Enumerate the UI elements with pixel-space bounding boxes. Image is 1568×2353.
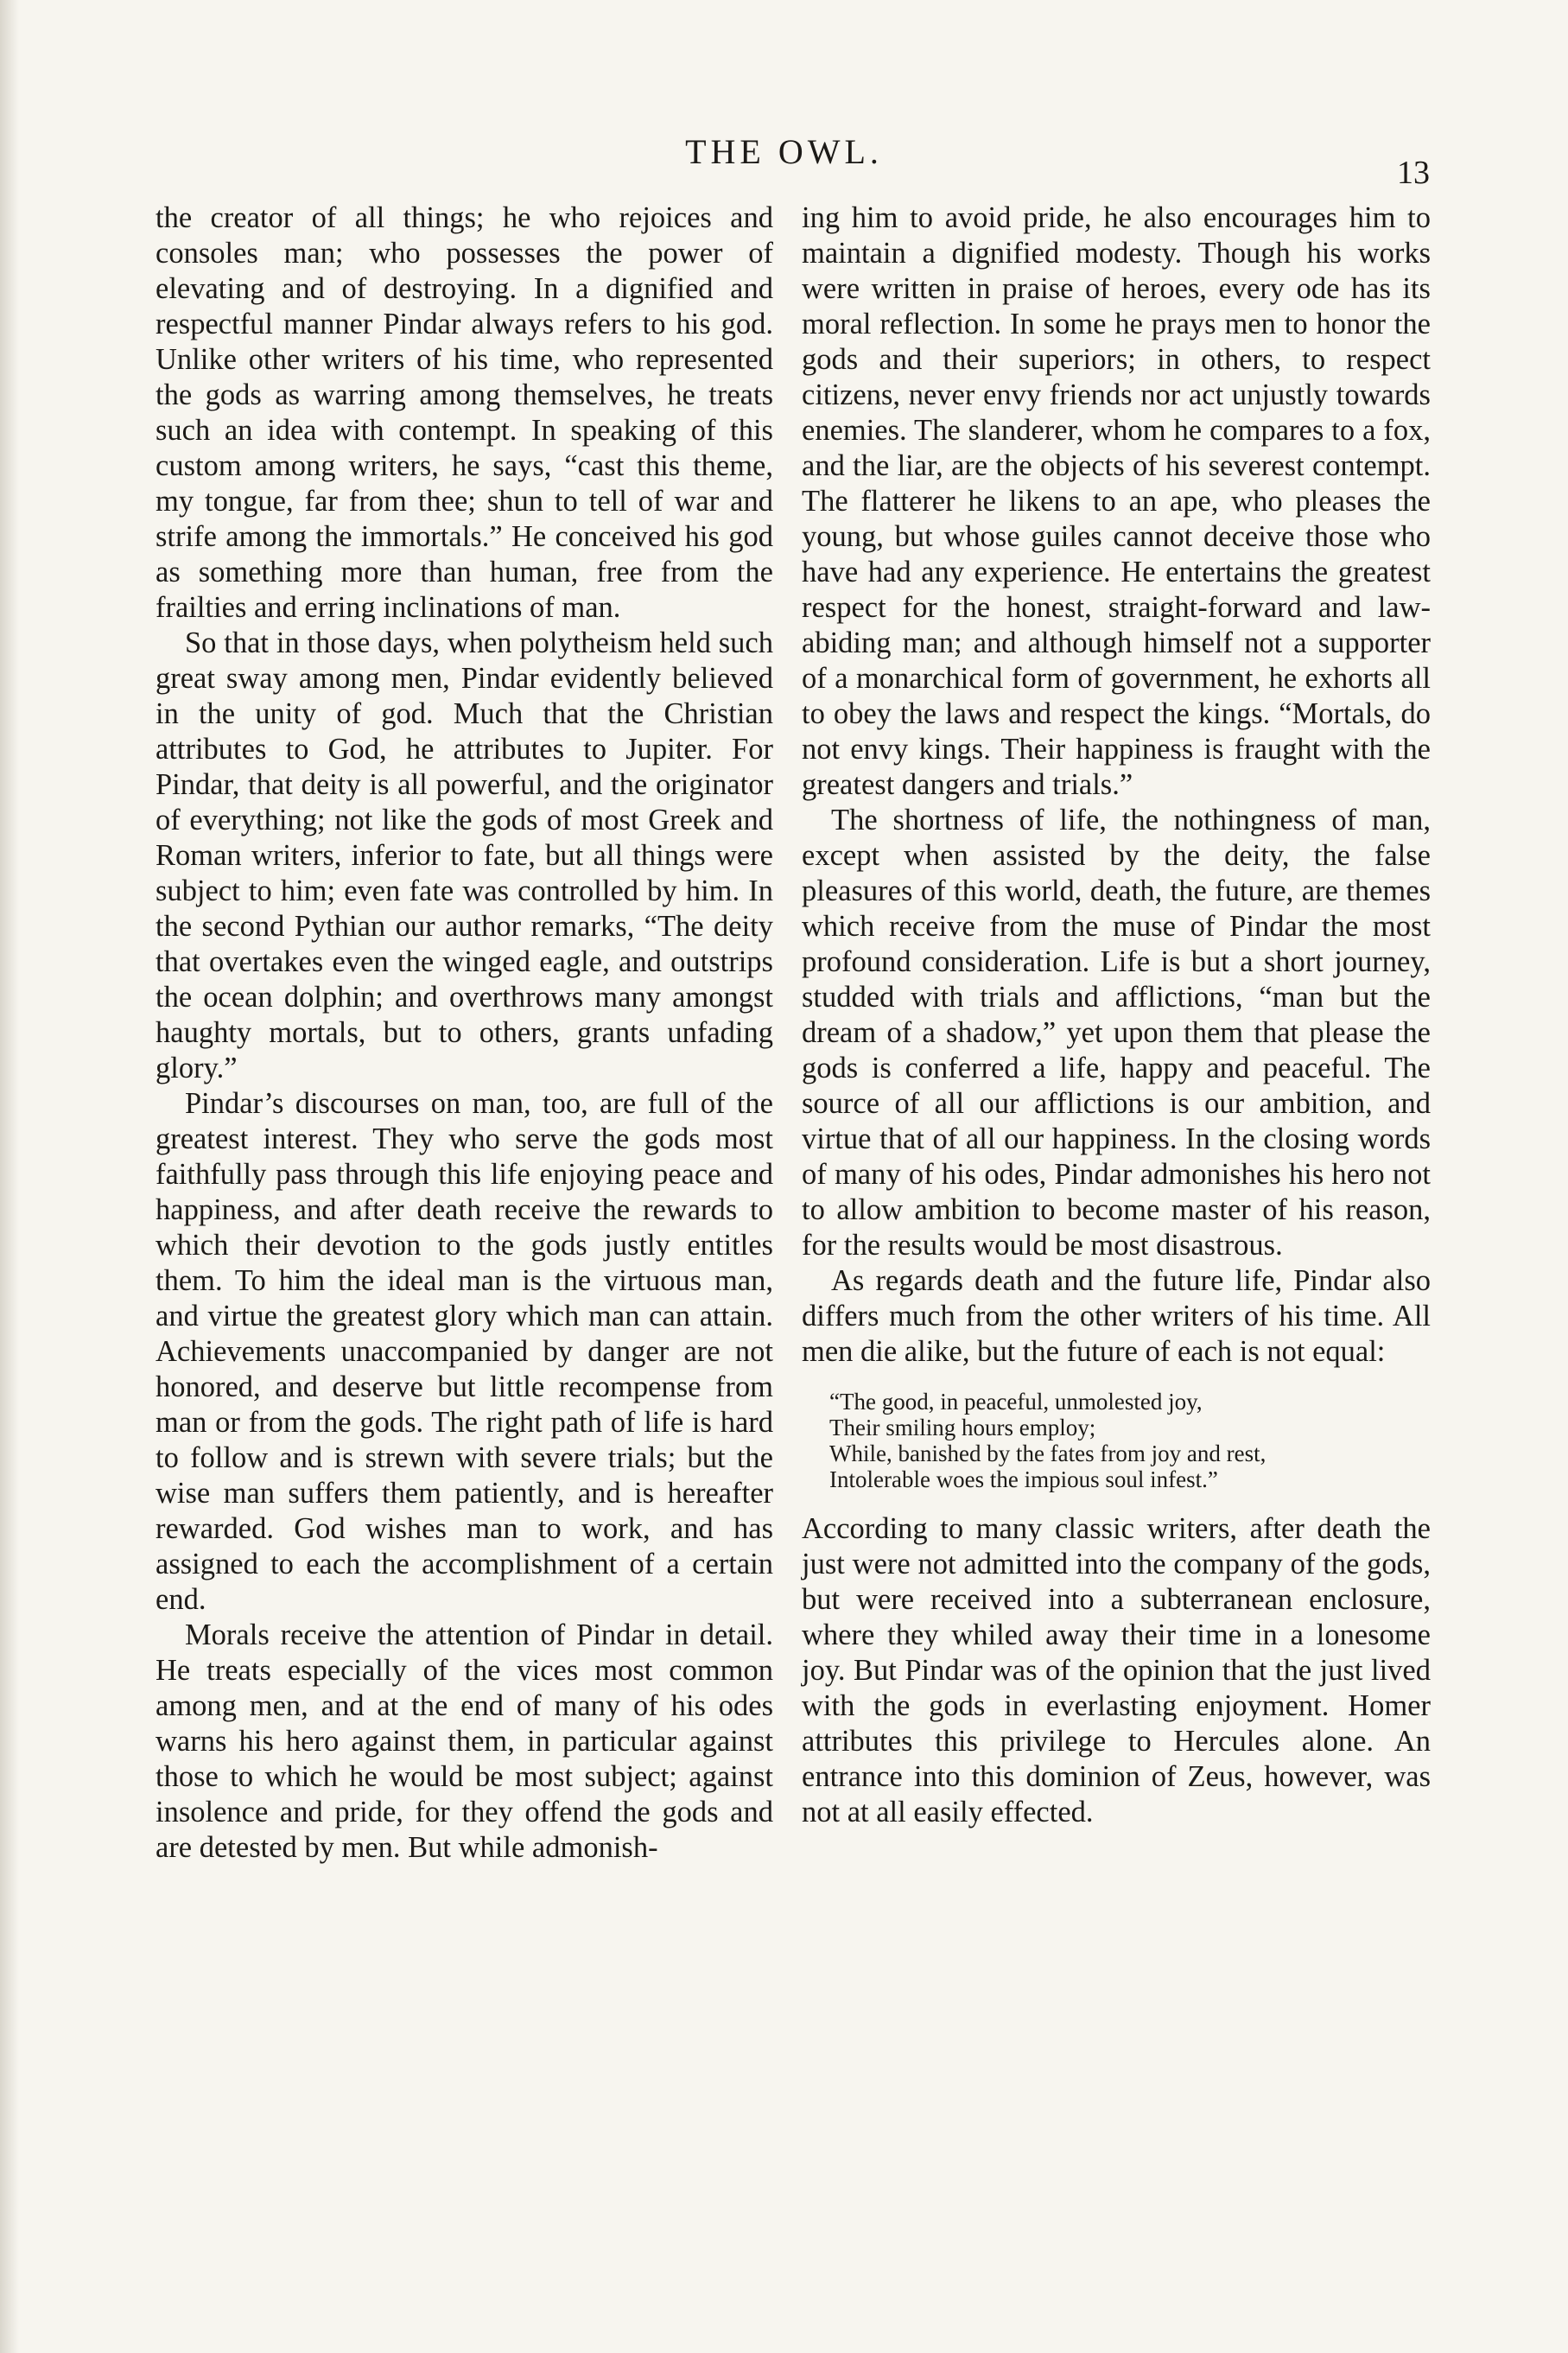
verse-line: Intolerable woes the impious soul infest.”: [829, 1466, 1218, 1492]
paragraph: ing him to avoid pride, he also encourages him to maintain a dignified modesty. Though his works were written in praise of heroes, every ode has its moral reflection. In some he prays men to honor the gods and their superiors; in others, to respect citizens, never envy friends nor act unjustly towards enemies. The slanderer, whom he compares to a fox, and the liar, are the objects of his severest contempt. The flatterer he likens to an ape, who pleases the young, but whose guiles cannot deceive those who have had any experience. He entertains the greatest respect for the honest, straight-forward and law-abiding man; and although himself not a supporter of a monarchical form of government, he exhorts all to obey the laws and respect the kings. “Mortals, do not envy kings. Their happiness is fraught with the greatest dangers and trials.”: [802, 201, 1431, 801]
paragraph: Morals receive the attention of Pindar in detail. He treats especially of the vices most common among men, and at the end of many of his odes warns his hero against them, in particular against those to which he would be most subject; against insolence and pride, for they offend the gods and are detested by men. But while admonish-: [156, 1618, 773, 1864]
verse-line: While, banished by the fates from joy and rest,: [829, 1440, 1266, 1466]
verse-quotation: [829, 1389, 1431, 1492]
paragraph: the creator of all things; he who rejoices and consoles man; who possesses the power of elevating and of destroying. In a dignified and respectful manner Pindar always refers to his god. Unlike other writers of his time, who represented the gods as warring among themselves, he treats such an idea with contempt. In speaking of this custom among writers, he says, “cast this theme, my tongue, far from thee; shun to tell of war and strife among the immortals.” He conceived his god as something more than human, free from the frailties and erring inclinations of man.: [156, 201, 773, 624]
verse-line: Their smiling hours employ;: [829, 1415, 1096, 1440]
paragraph: So that in those days, when polytheism held such great sway among men, Pindar evidently believed in the unity of god. Much that the Christian attributes to God, he attributes to Jupiter. For Pindar, that deity is all powerful, and the originator of everything; not like the gods of most Greek and Roman writers, inferior to fate, but all things were subject to him; even fate was controlled by him. In the second Pythian our author remarks, “The deity that overtakes even the winged eagle, and outstrips the ocean dolphin; and overthrows many amongst haughty mortals, but to others, grants unfading glory.”: [156, 626, 773, 1084]
paragraph: Pindar’s discourses on man, too, are full of the greatest interest. They who serve the gods most faithfully pass through this life enjoying peace and happiness, and after death receive the rewards to which their devotion to the gods justly entitles them. To him the ideal man is the virtuous man, and virtue the greatest glory which man can attain. Achievements unaccompanied by danger are not honored, and deserve but little recompense from man or from the gods. The right path of life is hard to follow and is strewn with severe trials; but the wise man suffers them patiently, and is hereafter rewarded. God wishes man to work, and has assigned to each the accomplishment of a certain end.: [156, 1087, 773, 1616]
left-column: [156, 200, 773, 1866]
paragraph: The shortness of life, the nothingness of man, except when assisted by the deity, the false pleasures of this world, death, the future, are themes which receive from the muse of Pindar the most profound consideration. Life is but a short journey, studded with trials and afflictions, “man but the dream of a shadow,” yet upon them that please the gods is conferred a life, happy and peaceful. The source of all our afflictions is our ambition, and virtue that of all our happiness. In the closing words of many of his odes, Pindar admonishes his hero not to allow ambition to become master of his reason, for the results would be most disastrous.: [802, 804, 1431, 1262]
page-number: 13: [1397, 155, 1430, 191]
right-column: [802, 200, 1431, 1830]
paragraph: As regards death and the future life, Pindar also differs much from the other writers of his time. All men die alike, but the future of each is not equal:: [802, 1264, 1431, 1368]
page-edge-shadow: [0, 0, 19, 2353]
running-head: THE OWL.: [685, 132, 883, 171]
verse-line: “The good, in peaceful, unmolested joy,: [829, 1389, 1203, 1415]
paragraph: According to many classic writers, after death the just were not admitted into the company of the gods, but were received into a subterranean enclosure, where they whiled away their time in a lonesome joy. But Pindar was of the opinion that the just lived with the gods in everlasting enjoyment. Homer attributes this privilege to Hercules alone. An entrance into this dominion of Zeus, however, was not at all easily effected.: [802, 1512, 1431, 1828]
